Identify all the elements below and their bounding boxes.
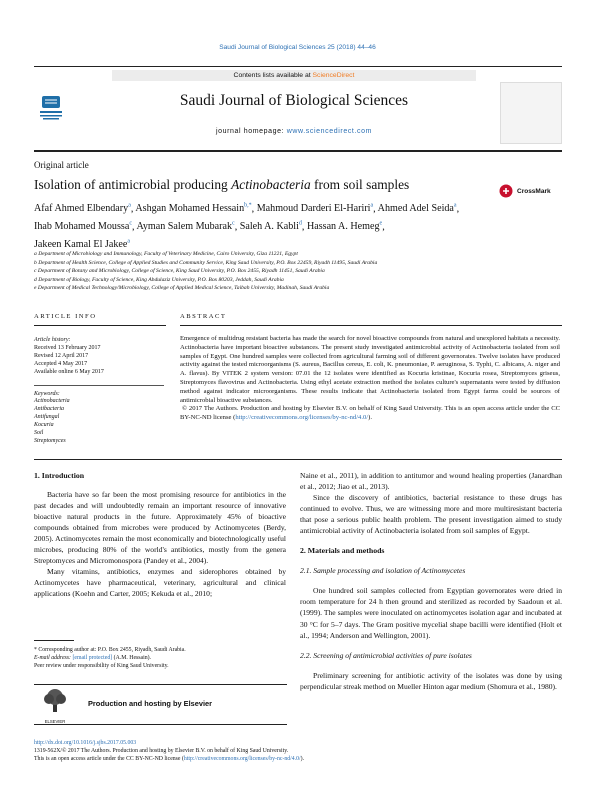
affiliation-c: c Department of Botany and Microbiology, College of Science, King Saud University, P.O. Box 2455, Riyadh 11451, Saudi Arabia (34, 268, 325, 274)
author-name[interactable] (378, 203, 457, 214)
affiliation-e: e Department of Medical Technology/Microbiology, College of Applied Medical Science, Taibah University, Madinah, Saudi Arabia (34, 285, 330, 291)
article-info (34, 337, 164, 446)
author-name-text: Jakeen Kamal El Jakee (34, 239, 128, 251)
article-info-label: ARTICLE INFO (34, 313, 97, 320)
license-link[interactable]: http://creativecommons.org/licenses/by-nc-nd/4.0/ (235, 414, 369, 422)
journal-title: Saudi Journal of Biological Sciences (179, 92, 409, 109)
affiliation-d: d Department of Biology, Faculty of Science, King Abdulaziz University, P.O. Box 80203, Jeddah, Saudi Arabia (34, 276, 284, 283)
article-type: Original article (34, 160, 89, 170)
section-2-1-text: One hundred soil samples collected from Egyptian governorates were dried in room temperature for 24 h then ground and sterilized as recorded by Saadoun et al. (1999). The samples were inoculated on actinomycetes isolation agar and incubated at 30 °C for 5–7 days. The Gram positive mycelial shape bacilli were identified (Holt et al., 1994; Anderson and Wellington, 2001). (300, 586, 562, 640)
abstract-label: ABSTRACT (180, 313, 227, 320)
author-affiliation-mark[interactable]: d (298, 220, 302, 227)
abstract-text: Emergence of multidrug resistant bacteria has made the search for novel bioactive compounds from natural and unexplored habitats a necessity. Actinobacteria have important bioactive substances. The present study investigated antimicrobial activity of Actinobacteria isolated from soil samples of Egypt. One hundred samples were collected from agricultural farming soil of different governorates. Twelve isolates have produced activity against the tested microorganisms (S. aureus, Bacillus cereus, E. coli, K. pneumoniae, P. aeruginosa, S. Typhi, C. albicans, A. niger and A. flavus). By VITEK 2 system version: 07.01 the 12 isolates were identified as Kocuria kristinae, Kocuria rosea, Streptomyces griseus, Streptomyces flavovirus and Actinobacteria. Using ethyl acetate extraction method the isolates culture's supernatants were tested by diffusion method against indicator microorganisms. These results indicate that Actinobacteria isolated from Egypt farms could be sources of antimicrobial bioactive substances. (180, 335, 560, 404)
author-list (34, 199, 559, 253)
copyright-end: ). (368, 414, 372, 422)
elsevier-production-box (34, 684, 287, 725)
keyword: Antibacteria (34, 406, 64, 413)
section-2-2-heading: 2.2. Screening of antimicrobial activities of pure isolates (300, 650, 472, 660)
author-affiliation-mark[interactable]: e (379, 220, 383, 227)
keyword: Antifungal (34, 414, 60, 421)
article-info-rule (34, 325, 166, 326)
author-name-text: Ihab Mohamed Moussa (34, 221, 130, 233)
author-affiliation-mark[interactable]: a (128, 203, 131, 209)
author-name-text: Mahmoud Darderi El-Hariri (256, 203, 371, 215)
history-revised: Revised 12 April 2017 (34, 352, 89, 359)
footer-license-suffix: ). (300, 755, 305, 762)
intro-heading: 1. Introduction (34, 471, 85, 480)
author-affiliation-mark[interactable]: a (453, 203, 457, 209)
author-name[interactable] (34, 203, 131, 214)
email-label: E-mail address: (34, 655, 73, 662)
author-affiliation-mark[interactable]: b,* (244, 203, 252, 209)
email-link[interactable]: [email protected] (72, 655, 113, 662)
keywords-label: Keywords: (34, 390, 60, 397)
author-affiliation-mark[interactable]: c (129, 220, 132, 227)
peer-review-note: Peer review under responsibility of King Saud University. (34, 663, 169, 670)
right-paragraph-1: Since the discovery of antibiotics, bacterial resistance to these drugs has continued to evolve. Thus, we are witnessing more and more multiresistant bacteria that pose a serious public health problem. The present investigation aimed to study antimicrobial activity of Actinobacteria isolated from soil samples of Egypt. (300, 493, 562, 536)
author-affiliation-mark[interactable]: a (127, 238, 130, 245)
doi-link[interactable]: http://dx.doi.org/10.1016/j.sjbs.2017.05.003 (34, 740, 137, 746)
title-part-1: Isolation of antimicrobial producing (34, 177, 232, 192)
author-name-text: Saleh A. Kabli (239, 221, 299, 233)
journal-homepage (112, 128, 476, 135)
corresponding-author: * Corresponding author at: P.O. Box 2455, Riyadh, Saudi Arabia. (34, 647, 186, 653)
footer-license-link[interactable]: http://creativecommons.org/licenses/by-nc-nd/4.0/ (183, 755, 301, 762)
contents-bar (112, 70, 476, 81)
info-divider (34, 385, 164, 387)
title-part-2: from soil samples (310, 177, 410, 192)
author-separator: , (251, 203, 257, 215)
intro-paragraph-2: Many vitamins, antibiotics, enzymes and siderophores obtained by Actinomycetes have pharmaceutical, veterinary, agricultural and clinical applications (Koehn and Carter, 2005; Kekuda et al., 2010; (34, 567, 286, 599)
author-separator: , (373, 203, 378, 215)
crossmark-label: CrossMark (517, 187, 551, 195)
affiliation-b: b Department of Health Science, College of Applied Studies and Community Service, King Saud University, P.O. Box 22459, Riyadh 11495, Saudi Arabia (34, 259, 378, 266)
header-top-rule (34, 66, 562, 67)
author-name-text: Ayman Salem Mubarak (136, 221, 233, 233)
elsevier-logo (38, 688, 72, 724)
section-2-1-heading: 2.1. Sample processing and isolation of Actinomycetes (300, 566, 466, 576)
author-affiliation-mark[interactable]: c (232, 220, 235, 227)
history-label: Article history: (34, 337, 71, 343)
homepage-link[interactable]: www.sciencedirect.com (286, 128, 373, 135)
keyword: Streptomyces (34, 437, 66, 444)
journal-logo (38, 94, 64, 120)
author-affiliation-mark[interactable]: a (370, 203, 374, 209)
author-separator: , (382, 221, 385, 233)
author-name-text: Afaf Ahmed Elbendary (34, 203, 129, 215)
author-separator: , (456, 203, 460, 215)
history-online: Available online 6 May 2017 (34, 368, 104, 375)
header-bottom-rule (34, 150, 562, 152)
elsevier-wordmark: ELSEVIER (44, 719, 66, 724)
author-separator: , (301, 221, 307, 233)
author-name-text: Hassan A. Hemeg (306, 221, 380, 233)
history-accepted: Accepted 4 May 2017 (34, 360, 88, 367)
author-name[interactable] (257, 203, 373, 214)
footer-copyright: 1319-562X/© 2017 The Authors. Production and hosting by Elsevier B.V. on behalf of King Saud University. (34, 747, 289, 754)
history-received: Received 13 February 2017 (34, 344, 101, 351)
methods-heading: 2. Materials and methods (300, 546, 385, 556)
author-separator: , (130, 203, 136, 215)
author-name[interactable] (135, 203, 251, 214)
author-separator: , (132, 221, 137, 233)
author-name[interactable] (307, 221, 382, 232)
author-name-text: Ashgan Mohamed Hessain (135, 203, 245, 215)
author-name[interactable] (34, 221, 132, 232)
elsevier-tree-icon (38, 688, 72, 714)
copyright-text: © 2017 The Authors. Production and hosting by Elsevier B.V. on behalf of King Saud University. This is an open access article under the CC BY-NC-ND license ( (180, 405, 560, 422)
author-separator: , (234, 221, 240, 233)
footer-license-prefix: This is an open access article under the CC BY-NC-ND license ( (34, 755, 184, 762)
right-column (300, 470, 562, 692)
author-name[interactable] (34, 239, 130, 250)
author-name[interactable] (137, 221, 235, 232)
right-paragraph-0: Naine et al., 2011), in addition to antitumor and wound healing properties (Janardhan et al., 2012; Jiao et al., 2013). (300, 471, 562, 492)
email-suffix: (A.M. Hessain). (112, 655, 152, 662)
contents-prefix: Contents lists available at (233, 72, 313, 79)
footnote-rule (34, 640, 74, 641)
title-italic: Actinobacteria (231, 177, 311, 192)
article-title (34, 177, 409, 193)
keyword: Kocuria (34, 422, 54, 429)
keyword: Soil (34, 430, 44, 437)
page-footer (34, 740, 454, 763)
elsevier-production-text: Production and hosting by Elsevier (88, 699, 213, 708)
email-line (34, 654, 284, 662)
journal-cover-thumbnail (500, 82, 562, 144)
journal-reference[interactable]: Saudi Journal of Biological Sciences 25 (2018) 44–46 (219, 44, 376, 51)
abstract-rule (180, 325, 562, 326)
footnote (34, 646, 284, 671)
keyword: Actinobacteria (34, 398, 70, 405)
abstract-copyright (180, 405, 560, 423)
affiliation-a: a Department of Microbiology and Immunology, Faculty of Veterinary Medicine, Cairo University, Giza 11221, Egypt (34, 251, 298, 257)
crossmark-icon (499, 184, 513, 198)
intro-paragraph-1: Bacteria have so far been the most promising resource for antibiotics in the past decades and will undoubtedly remain an important resource of innovative bioactive natural products in the future. Approximately 45% of bioactive compounds obtained from microbes were produced by Actinomycetes (Berdy, 2005). Actinomycetes remain the most economically and biotechnologically useful microbes, producing 80% of the world's antibiotics, mostly from the genera Streptomyces and Micromonospora (Pandey et al., 2004). (34, 490, 286, 566)
section-2-2-text: Preliminary screening for antibiotic activity of the isolates was done by using perpendicular streak method on Mueller Hinton agar medium (Shomura et al., 1980). (300, 670, 562, 691)
author-name[interactable] (240, 221, 302, 232)
affiliations (34, 250, 559, 293)
crossmark-badge[interactable] (499, 182, 563, 198)
author-name-text: Ahmed Adel Seida (377, 203, 454, 215)
footer-license (34, 756, 454, 764)
sciencedirect-link[interactable]: ScienceDirect (312, 72, 355, 79)
abstract-body (180, 335, 560, 423)
homepage-prefix: journal homepage: (215, 128, 287, 135)
abstract-bottom-rule (34, 459, 562, 460)
left-column (34, 470, 286, 600)
